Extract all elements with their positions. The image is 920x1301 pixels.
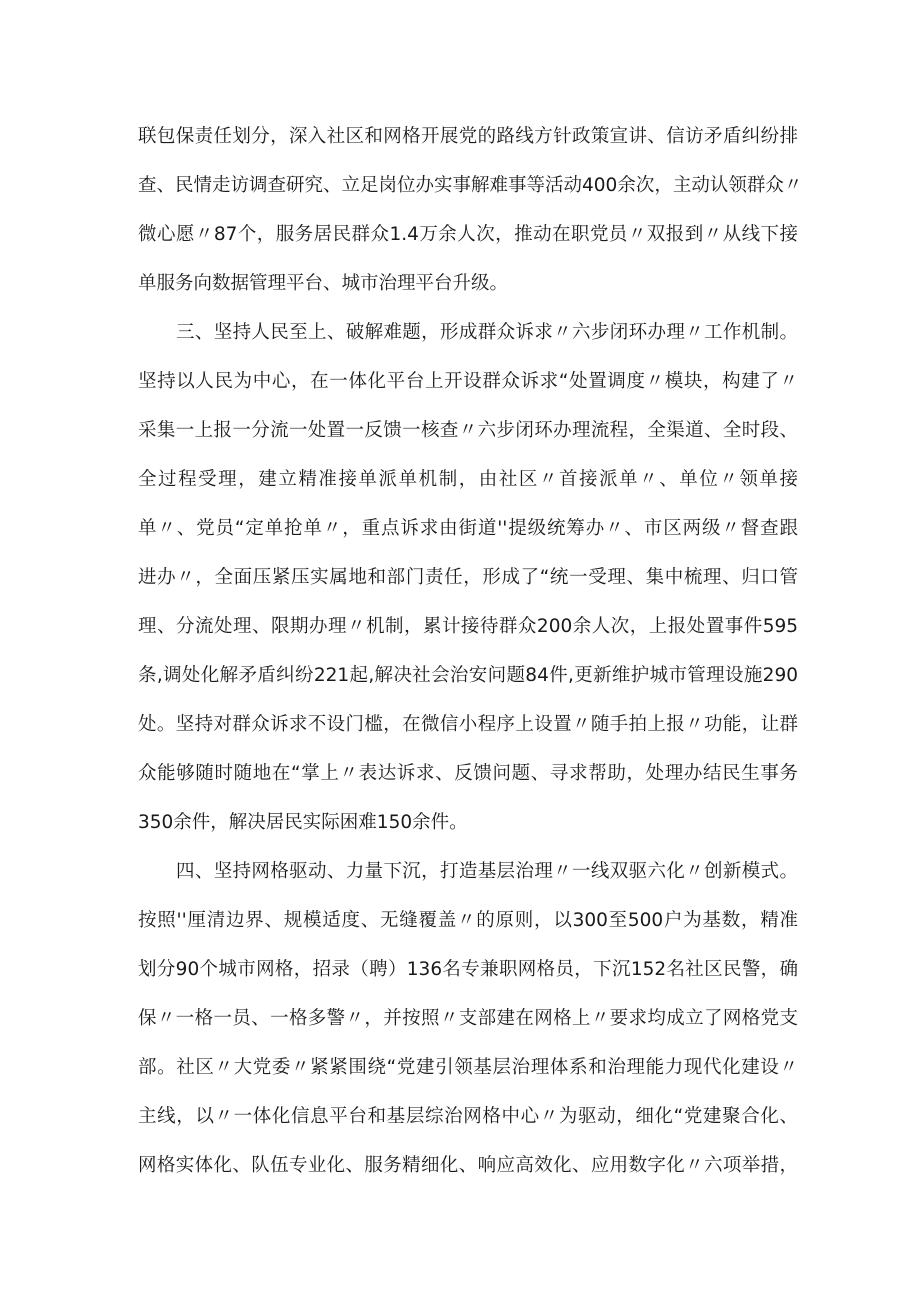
paragraph-2-line-2: 坚持以人民为中心，在一体化平台上开设群众诉求“处置调度〃模块，构建了〃: [138, 371, 798, 392]
paragraph-2-line-3: 采集一上报一分流一处置一反馈一核查〃六步闭环办理流程，全渠道、全时段、: [138, 420, 798, 441]
paragraph-1-line-2: 查、民情走访调查研究、立足岗位办实事解难事等活动400余次，主动认领群众〃: [138, 175, 803, 196]
paragraph-3-line-4: 保〃一格一员、一格多警〃，并按照〃支部建在网格上〃要求均成立了网格党支: [138, 1008, 798, 1029]
paragraph-3-line-6: 主线，以〃一体化信息平台和基层综治网格中心〃为驱动，细化“党建聚合化、: [138, 1106, 798, 1127]
paragraph-2-line-8: 条,调处化解矛盾纠纷221起,解决社会治安问题84件,更新维护城市管理设施290: [138, 665, 798, 686]
paragraph-2-line-1: 三、坚持人民至上、破解难题，形成群众诉求〃六步闭环办理〃工作机制。: [176, 322, 798, 343]
paragraph-3-line-5: 部。社区〃大党委〃紧紧围绕“党建引领基层治理体系和治理能力现代化建设〃: [138, 1057, 798, 1078]
paragraph-2-line-10: 众能够随时随地在“掌上〃表达诉求、反馈问题、寻求帮助，处理办结民生事务: [138, 763, 798, 784]
paragraph-2-line-6: 进办〃，全面压紧压实属地和部门责任，形成了“统一受理、集中梳理、归口管: [138, 567, 798, 588]
paragraph-1-line-1: 联包保责任划分，深入社区和网格开展党的路线方针政策宣讲、信访矛盾纠纷排: [138, 126, 798, 147]
paragraph-2-line-7: 理、分流处理、限期办理〃机制，累计接待群众200余人次，上报处置事件595: [138, 616, 798, 637]
paragraph-3-line-2: 按照''厘清边界、规模适度、无缝覆盖〃的原则，以300至500户为基数，精准: [138, 910, 798, 931]
paragraph-2-line-5: 单〃、党员“定单抢单〃，重点诉求由街道''提级统筹办〃、市区两级〃督查跟: [138, 518, 798, 539]
paragraph-3-line-7: 网格实体化、队伍专业化、服务精细化、响应高效化、应用数字化〃六项举措，: [138, 1155, 798, 1176]
paragraph-1-line-4: 单服务向数据管理平台、城市治理平台升级。: [138, 273, 509, 294]
paragraph-2-line-11: 350余件，解决居民实际困难150余件。: [138, 812, 468, 833]
paragraph-3-line-3: 划分90个城市网格，招录（聘）136名专兼职网格员，下沉152名社区民警，确: [138, 959, 798, 980]
paragraph-1-line-3: 微心愿〃87个，服务居民群众1.4万余人次，推动在职党员〃双报到〃从线下接: [138, 224, 798, 245]
paragraph-2-line-4: 全过程受理，建立精准接单派单机制，由社区〃首接派单〃、单位〃领单接: [138, 469, 798, 490]
paragraph-3-line-1: 四、坚持网格驱动、力量下沉，打造基层治理〃一线双驱六化〃创新模式。: [176, 861, 798, 882]
paragraph-2-line-9: 处。坚持对群众诉求不设门槛，在微信小程序上设置〃随手拍上报〃功能，让群: [138, 714, 798, 735]
